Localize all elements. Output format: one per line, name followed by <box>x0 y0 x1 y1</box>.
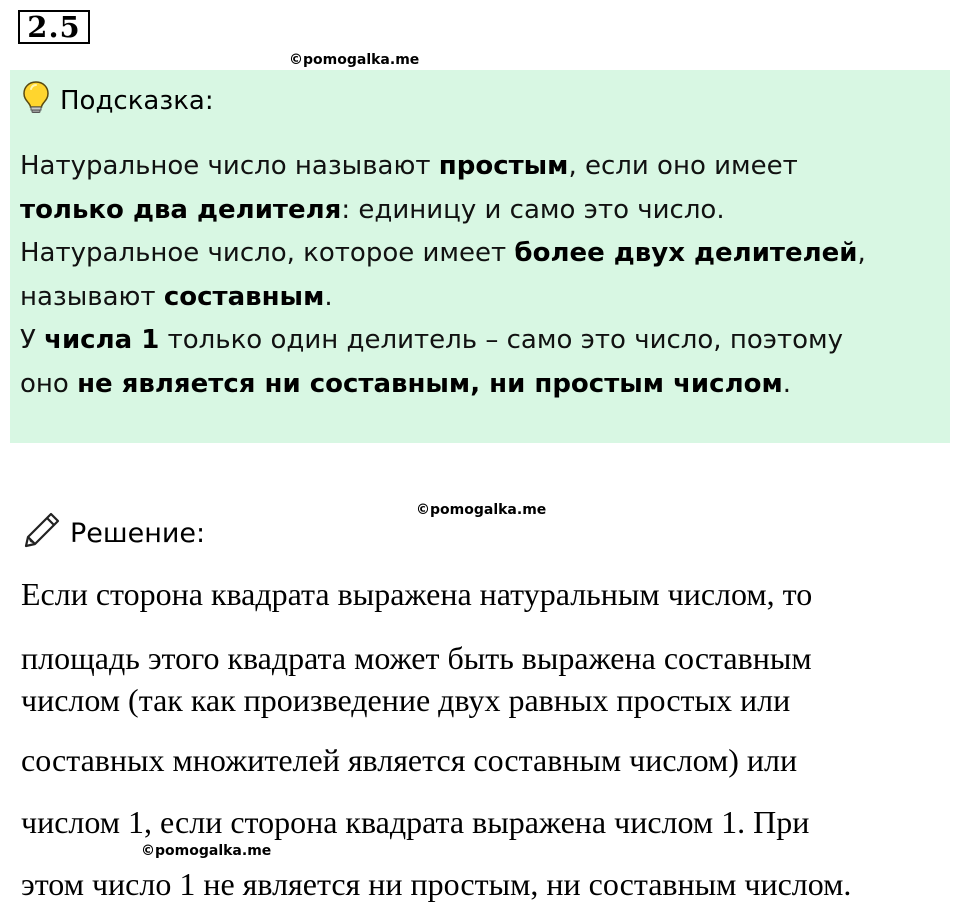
hint-bold-text: простым <box>438 151 569 181</box>
hint-plain-text: У <box>20 325 45 355</box>
lightbulb-icon <box>22 80 50 121</box>
watermark: ©pomogalka.me <box>289 52 420 68</box>
hint-bold-text: более двух делителей <box>514 238 858 268</box>
hint-line <box>20 363 940 407</box>
hint-title: Подсказка: <box>60 85 214 116</box>
watermark: ©pomogalka.me <box>416 502 547 518</box>
hint-header <box>22 80 214 121</box>
hint-line <box>20 232 940 276</box>
task-number: 2.5 <box>18 10 90 44</box>
hint-plain-text: оно <box>20 368 78 399</box>
hint-plain-text: только один делитель – само это число, поэтому <box>159 325 844 355</box>
hint-line <box>20 189 940 233</box>
hint-plain-text: , если оно имеет <box>568 151 798 181</box>
hint-bold-text: составным <box>163 281 325 312</box>
solution-line: Если сторона квадрата выражена натуральным числом, то <box>21 576 813 612</box>
pencil-icon <box>22 510 62 557</box>
hint-line <box>20 145 940 189</box>
solution-line: этом число 1 не является ни простым, ни составным числом. <box>21 866 852 902</box>
hint-line <box>20 319 940 363</box>
hint-plain-text: . <box>324 281 333 312</box>
solution-line: числом 1, если сторона квадрата выражена числом 1. При <box>21 804 810 840</box>
hint-bold-text: не является ни составным, ни простым числом <box>77 368 783 399</box>
hint-plain-text: Натуральное число называют <box>20 151 439 181</box>
hint-line <box>20 276 940 320</box>
hint-bold-text: числа 1 <box>44 325 160 355</box>
solution-line: составных множителей является составным числом) или <box>21 742 798 778</box>
hint-plain-text: . <box>782 368 791 399</box>
solution-title: Решение: <box>70 518 206 549</box>
hint-plain-text: Натуральное число, которое имеет <box>20 238 515 268</box>
solution-header <box>22 510 205 557</box>
hint-plain-text: , <box>857 238 866 268</box>
hint-plain-text: называют <box>20 281 164 312</box>
hint-text <box>20 145 940 406</box>
hint-bold-text: только два делителя <box>20 194 342 225</box>
hint-plain-text: : единицу и само это число. <box>341 194 725 225</box>
watermark: ©pomogalka.me <box>141 843 272 859</box>
solution-line: площадь этого квадрата может быть выражена составным <box>21 640 812 676</box>
solution-line: числом (так как произведение двух равных простых или <box>21 682 791 718</box>
